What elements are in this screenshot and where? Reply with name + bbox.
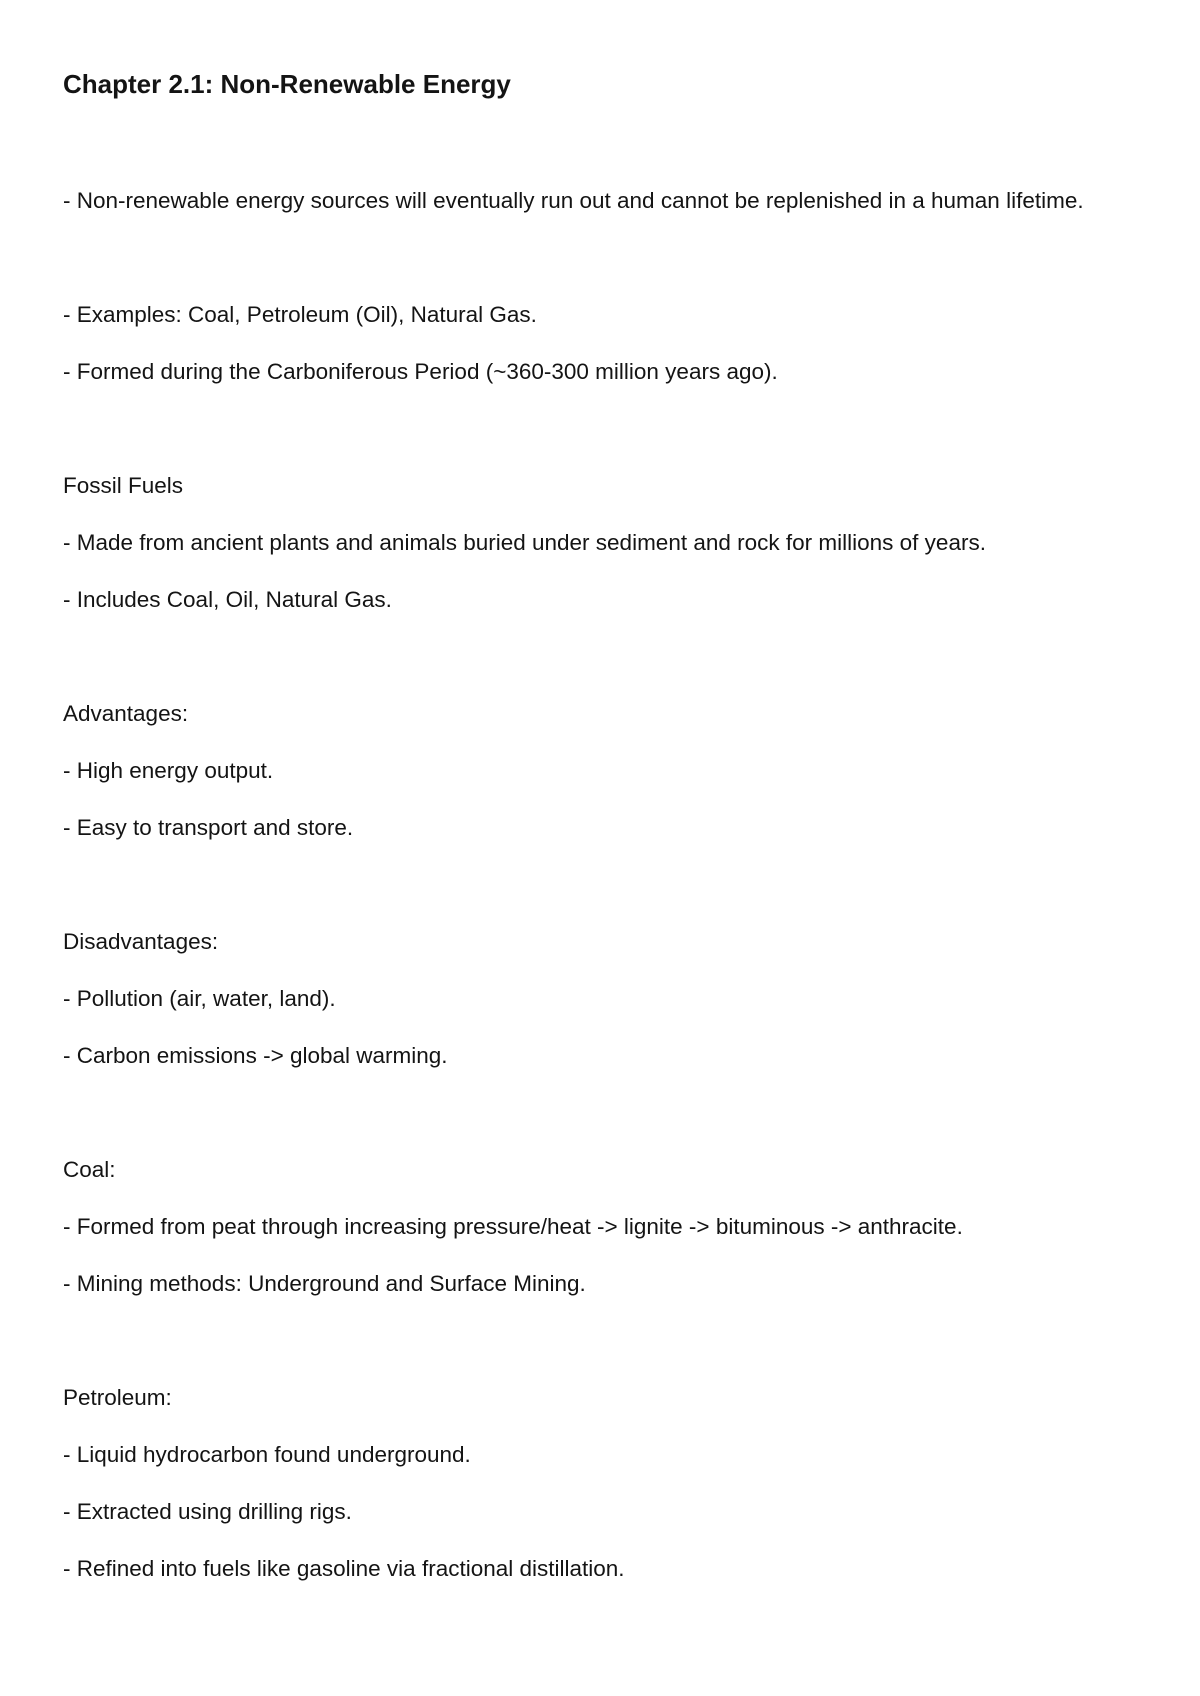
intro-examples: - Examples: Coal, Petroleum (Oil), Natural Gas. <box>63 302 537 327</box>
intro-paragraph: - Non-renewable energy sources will eventually run out and cannot be replenished in a human lifetime. <box>63 188 1084 213</box>
advantages-item: - High energy output. <box>63 758 274 783</box>
coal-item: - Formed from peat through increasing pressure/heat -> lignite -> bituminous -> anthracite. <box>63 1214 963 1239</box>
fossil-fuels-item: - Made from ancient plants and animals buried under sediment and rock for millions of years. <box>63 530 986 555</box>
petroleum-item: - Extracted using drilling rigs. <box>63 1499 352 1524</box>
petroleum-item: - Liquid hydrocarbon found underground. <box>63 1442 471 1467</box>
disadvantages-item: - Carbon emissions -> global warming. <box>63 1043 448 1068</box>
page-title: Chapter 2.1: Non-Renewable Energy <box>63 69 511 99</box>
petroleum-heading: Petroleum: <box>63 1385 172 1410</box>
coal-heading: Coal: <box>63 1157 116 1182</box>
advantages-heading: Advantages: <box>63 701 189 726</box>
coal-item: - Mining methods: Underground and Surface Mining. <box>63 1271 586 1296</box>
advantages-item: - Easy to transport and store. <box>63 815 354 840</box>
fossil-fuels-item: - Includes Coal, Oil, Natural Gas. <box>63 587 392 612</box>
petroleum-item: - Refined into fuels like gasoline via fractional distillation. <box>63 1556 625 1581</box>
intro-formed: - Formed during the Carboniferous Period (~360-300 million years ago). <box>63 359 778 384</box>
disadvantages-item: - Pollution (air, water, land). <box>63 986 336 1011</box>
fossil-fuels-heading: Fossil Fuels <box>63 473 184 498</box>
disadvantages-heading: Disadvantages: <box>63 929 219 954</box>
